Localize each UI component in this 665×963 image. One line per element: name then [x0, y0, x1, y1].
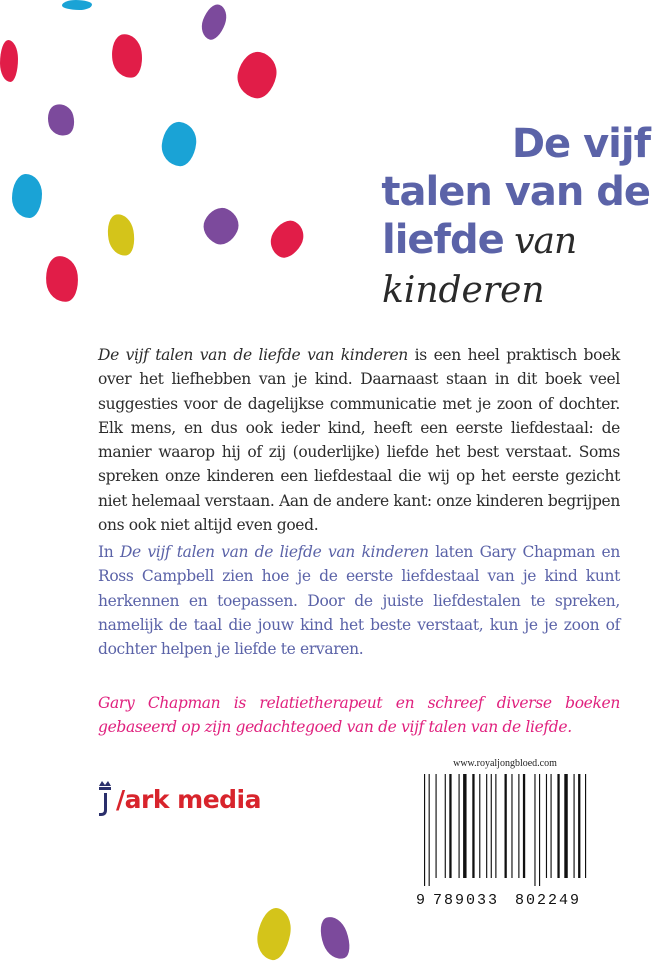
paragraph-2-prefix: In — [98, 543, 120, 561]
paint-blot — [44, 101, 77, 139]
barcode-bar — [436, 774, 437, 878]
description-paragraph-2 — [98, 540, 620, 661]
barcode-bar — [564, 774, 567, 878]
paint-blot — [62, 0, 92, 10]
paint-blot — [265, 215, 310, 263]
paint-blot — [105, 212, 138, 258]
barcode-bar — [534, 774, 535, 886]
barcode-bar — [486, 774, 487, 878]
crown-j-icon — [96, 780, 114, 818]
paint-blot — [12, 174, 42, 218]
barcode-bar — [578, 774, 580, 878]
description-paragraph-1 — [98, 343, 620, 537]
barcode-bar — [445, 774, 446, 878]
barcode-bar — [505, 774, 507, 878]
barcode-bar — [551, 774, 552, 878]
publisher-name: /ark media — [116, 784, 261, 814]
title-line-3-italic: van — [503, 221, 577, 262]
barcode-bar — [459, 774, 460, 878]
barcode-bar — [491, 774, 492, 878]
barcode-bar — [449, 774, 451, 878]
paint-blot — [254, 906, 295, 963]
paragraph-2-text: laten Gary Chapman en Ross Campbell zien hoe je de eerste liefdestaal van je kind kunt herkennen en toepassen. Door de juiste liefdestalen te spreken, namelijk de taal die jouw kind het beste verstaat, kun je je zoon of dochter helpen je liefde te ervaren. — [98, 543, 620, 659]
publisher-logo — [96, 780, 261, 818]
barcode-digits — [416, 892, 590, 909]
paragraph-1-title: De vijf talen van de liefde van kinderen — [98, 346, 408, 364]
paint-blot — [315, 913, 354, 963]
paint-blot — [160, 120, 198, 167]
paint-blot — [198, 1, 231, 42]
barcode-bar — [523, 774, 525, 878]
book-title — [310, 120, 650, 316]
barcode-bar — [546, 774, 547, 878]
paint-blot — [234, 49, 281, 102]
barcode-digits-left: 789033 — [433, 892, 500, 909]
paint-blot — [44, 254, 81, 303]
barcode-bar — [557, 774, 559, 878]
barcode-bar — [495, 774, 496, 878]
paragraph-1-text: is een heel praktisch boek over het liefhebben van je kind. Daarnaast staan in dit boek veel suggesties voor de dagelijkse communicatie met je zoon of dochter. Elk mens, en dus ook ieder kind, heeft een eerste liefdestaal: de manier waarop hij of zij (ouderlijke) liefde het best verstaat. Soms spreken onze kinderen een liefdestaal die wij op het eerste gezicht niet helemaal verstaan. Aan de andere kant: onze kinderen begrijpen ons ook niet altijd even goed. — [98, 346, 620, 535]
barcode-digits-right: 802249 — [515, 892, 582, 909]
author-bio-paragraph: Gary Chapman is relatietherapeut en schreef diverse boeken gebaseerd op zijn gedachtegoed van de vijf talen van de liefde. — [98, 694, 620, 737]
paragraph-2-title: De vijf talen van de liefde van kinderen — [119, 543, 429, 561]
barcode-bar — [518, 774, 519, 878]
barcode-bar — [539, 774, 540, 886]
isbn-barcode — [416, 758, 590, 909]
barcode-bar — [479, 774, 480, 878]
barcode-bar — [463, 774, 466, 878]
publisher-url: www.royaljongbloed.com — [453, 758, 557, 769]
barcode-bar — [429, 774, 430, 886]
barcode-bar — [472, 774, 474, 878]
title-line-2: talen van de — [381, 169, 650, 215]
barcode-digit-first: 9 — [416, 892, 426, 909]
barcode-bar — [574, 774, 575, 878]
barcode-bars — [420, 774, 590, 886]
title-line-3 — [310, 216, 650, 266]
title-line-4: kinderen — [382, 270, 545, 311]
barcode-bar — [585, 774, 586, 878]
barcode-bar — [511, 774, 512, 878]
paint-blot — [0, 40, 18, 82]
barcode-bar — [424, 774, 425, 886]
paint-blot — [109, 32, 145, 80]
title-line-3-bold: liefde — [382, 217, 504, 263]
paint-blot — [198, 203, 244, 250]
title-line-1: De vijf — [511, 121, 650, 167]
